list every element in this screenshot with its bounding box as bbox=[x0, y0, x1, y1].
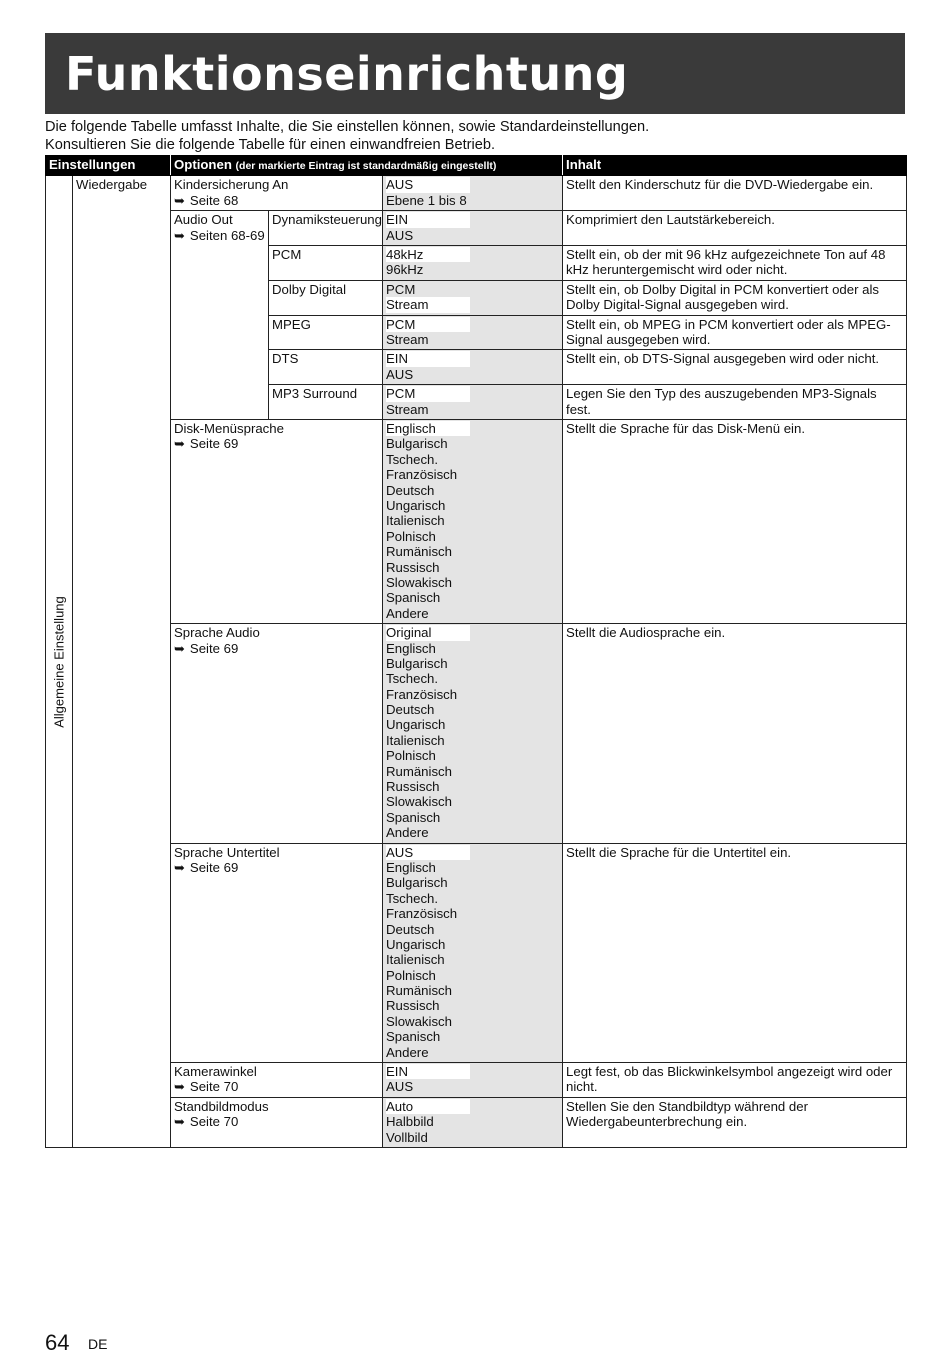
option: Tschech. bbox=[386, 890, 439, 906]
options-dynamik bbox=[383, 211, 563, 246]
inhalt-pcm: Stellt ein, ob der mit 96 kHz aufgezeichnete Ton auf 48 kHz heruntergemischt wird oder nicht. bbox=[563, 246, 907, 281]
inhalt-kamerawinkel: Legt fest, ob das Blickwinkelsymbol angezeigt wird oder nicht. bbox=[563, 1063, 907, 1098]
option-default: Stream bbox=[386, 297, 470, 312]
inhalt-mpeg: Stellt ein, ob MPEG in PCM konvertiert oder als MPEG-Signal ausgegeben wird. bbox=[563, 315, 907, 350]
option: Ebene 1 bis 8 bbox=[386, 192, 467, 208]
subsetting-dts: DTS bbox=[269, 350, 383, 385]
options-kamerawinkel bbox=[383, 1063, 563, 1098]
options-sprache-audio bbox=[383, 624, 563, 843]
subsetting-dolby: Dolby Digital bbox=[269, 280, 383, 315]
option: Ungarisch bbox=[386, 717, 446, 733]
page-reference: ➥ Seite 70 bbox=[174, 1079, 379, 1094]
option: Stream bbox=[386, 401, 429, 417]
setting-standbild bbox=[171, 1097, 383, 1147]
option: Vollbild bbox=[386, 1129, 428, 1145]
inhalt-standbild: Stellen Sie den Standbildtyp während der Wiedergabeunterbrechung ein. bbox=[563, 1097, 907, 1147]
page-reference: ➥ Seite 70 bbox=[174, 1114, 379, 1129]
option: AUS bbox=[386, 227, 414, 243]
option: Tschech. bbox=[386, 451, 439, 467]
option: Deutsch bbox=[386, 482, 435, 498]
option-default: EIN bbox=[386, 1064, 470, 1079]
option-default: PCM bbox=[386, 386, 470, 401]
option: Englisch bbox=[386, 859, 436, 875]
subsetting-dynamik: Dynamiksteuerung bbox=[269, 211, 383, 246]
inhalt-dynamik: Komprimiert den Lautstärkebereich. bbox=[563, 211, 907, 246]
header-inhalt: Inhalt bbox=[563, 156, 907, 176]
category-label: Allgemeine Einstellung bbox=[51, 595, 67, 728]
options-untertitel bbox=[383, 843, 563, 1062]
page-reference: ➥ Seite 68 bbox=[174, 193, 379, 208]
options-mp3 bbox=[383, 385, 563, 420]
options-kindersicherung bbox=[383, 176, 563, 211]
intro-line-2: Konsultieren Sie die folgende Tabelle für einen einwandfreien Betrieb. bbox=[45, 137, 496, 153]
header-optionen-label: Optionen bbox=[174, 157, 232, 172]
subsetting-mp3: MP3 Surround bbox=[269, 385, 383, 420]
option: Rumänisch bbox=[386, 763, 452, 779]
options-standbild bbox=[383, 1097, 563, 1147]
table-row bbox=[46, 211, 907, 246]
page-title: Funktionseinrichtung bbox=[65, 47, 629, 101]
table-row bbox=[46, 843, 907, 1062]
inhalt-kindersicherung: Stellt den Kinderschutz für die DVD-Wiedergabe ein. bbox=[563, 176, 907, 211]
option: Englisch bbox=[386, 640, 436, 656]
option: Französisch bbox=[386, 686, 458, 702]
language-code: DE bbox=[88, 1336, 108, 1352]
inhalt-dts: Stellt ein, ob DTS-Signal ausgegeben wird oder nicht. bbox=[563, 350, 907, 385]
table-row bbox=[46, 1063, 907, 1098]
option: Russisch bbox=[386, 559, 440, 575]
setting-label: Disk-Menüsprache bbox=[174, 421, 284, 437]
setting-disk-menu bbox=[171, 420, 383, 624]
option: Ungarisch bbox=[386, 936, 446, 952]
option: Russisch bbox=[386, 998, 440, 1014]
option: Italienisch bbox=[386, 952, 445, 968]
option: Deutsch bbox=[386, 702, 435, 718]
option: Italienisch bbox=[386, 732, 445, 748]
subsetting-mpeg: MPEG bbox=[269, 315, 383, 350]
setting-label: Kamerawinkel bbox=[174, 1064, 257, 1080]
setting-label: Audio Out bbox=[174, 212, 233, 228]
inhalt-sprache-audio: Stellt die Audiosprache ein. bbox=[563, 624, 907, 843]
option: 96kHz bbox=[386, 262, 424, 278]
table-row bbox=[46, 1097, 907, 1147]
option: Ungarisch bbox=[386, 497, 446, 513]
options-mpeg bbox=[383, 315, 563, 350]
option: Französisch bbox=[386, 906, 458, 922]
option-default: 48kHz bbox=[386, 247, 470, 262]
option: AUS bbox=[386, 366, 414, 382]
title-banner bbox=[45, 33, 905, 114]
table-row bbox=[46, 176, 907, 211]
setting-label: Standbildmodus bbox=[174, 1098, 269, 1114]
option-default: Auto bbox=[386, 1099, 470, 1114]
page-reference: ➥ Seite 69 bbox=[174, 860, 379, 875]
setting-label: Sprache Audio bbox=[174, 625, 260, 641]
option: Slowakisch bbox=[386, 794, 452, 810]
settings-table bbox=[45, 155, 907, 1148]
options-dolby bbox=[383, 280, 563, 315]
option: Rumänisch bbox=[386, 544, 452, 560]
option: Slowakisch bbox=[386, 1013, 452, 1029]
option-default: EIN bbox=[386, 351, 470, 366]
inhalt-dolby: Stellt ein, ob Dolby Digital in PCM konvertiert oder als Dolby Digital-Signal ausgegeben wird. bbox=[563, 280, 907, 315]
option: Tschech. bbox=[386, 671, 439, 687]
option-default: Original bbox=[386, 625, 470, 640]
option: Bulgarisch bbox=[386, 436, 448, 452]
option: Bulgarisch bbox=[386, 875, 448, 891]
inhalt-untertitel: Stellt die Sprache für die Untertitel ein. bbox=[563, 843, 907, 1062]
setting-label: Sprache Untertitel bbox=[174, 844, 280, 860]
category-cell bbox=[46, 176, 73, 1148]
setting-audio-out bbox=[171, 211, 269, 420]
option: Spanisch bbox=[386, 809, 441, 825]
header-optionen bbox=[171, 156, 563, 176]
inhalt-mp3: Legen Sie den Typ des auszugebenden MP3-Signals fest. bbox=[563, 385, 907, 420]
options-dts bbox=[383, 350, 563, 385]
setting-kindersicherung bbox=[171, 176, 383, 211]
option: Polnisch bbox=[386, 528, 436, 544]
subcategory-cell bbox=[73, 176, 171, 1148]
option: Polnisch bbox=[386, 967, 436, 983]
option: Deutsch bbox=[386, 921, 435, 937]
page-reference: ➥ Seiten 68-69 bbox=[174, 228, 265, 243]
option: Rumänisch bbox=[386, 983, 452, 999]
options-disk-menu bbox=[383, 420, 563, 624]
option: Bulgarisch bbox=[386, 655, 448, 671]
inhalt-disk-menu: Stellt die Sprache für das Disk-Menü ein. bbox=[563, 420, 907, 624]
option: PCM bbox=[386, 281, 416, 297]
option: Andere bbox=[386, 825, 429, 841]
option: Polnisch bbox=[386, 748, 436, 764]
option: Stream bbox=[386, 332, 429, 348]
option-default: PCM bbox=[386, 317, 470, 332]
subcategory-label: Wiedergabe bbox=[76, 177, 148, 193]
options-pcm bbox=[383, 246, 563, 281]
option-default: Englisch bbox=[386, 421, 470, 436]
option: Halbbild bbox=[386, 1114, 434, 1130]
option: Andere bbox=[386, 1044, 429, 1060]
intro-line-1: Die folgende Tabelle umfasst Inhalte, die Sie einstellen können, sowie Standardeinstellungen. bbox=[45, 119, 650, 135]
page-reference: ➥ Seite 69 bbox=[174, 436, 379, 451]
table-row bbox=[46, 624, 907, 843]
option-default: AUS bbox=[386, 845, 470, 860]
setting-untertitel bbox=[171, 843, 383, 1062]
option: AUS bbox=[386, 1079, 414, 1095]
setting-kamerawinkel bbox=[171, 1063, 383, 1098]
table-row bbox=[46, 420, 907, 624]
page-number: 64 bbox=[45, 1330, 70, 1355]
header-einstellungen: Einstellungen bbox=[46, 156, 171, 176]
option: Andere bbox=[386, 605, 429, 621]
subsetting-pcm: PCM bbox=[269, 246, 383, 281]
option: Italienisch bbox=[386, 513, 445, 529]
table-header-row bbox=[46, 156, 907, 176]
option: Spanisch bbox=[386, 590, 441, 606]
option: Russisch bbox=[386, 779, 440, 795]
option-default: EIN bbox=[386, 212, 470, 227]
intro-text bbox=[45, 118, 915, 154]
header-optionen-note: (der markierte Eintrag ist standardmäßig eingestellt) bbox=[235, 160, 497, 172]
setting-label: Kindersicherung An bbox=[174, 177, 289, 193]
setting-sprache-audio bbox=[171, 624, 383, 843]
option: Slowakisch bbox=[386, 574, 452, 590]
page-reference: ➥ Seite 69 bbox=[174, 641, 379, 656]
option-default: AUS bbox=[386, 177, 470, 192]
option: Spanisch bbox=[386, 1029, 441, 1045]
option: Französisch bbox=[386, 467, 458, 483]
